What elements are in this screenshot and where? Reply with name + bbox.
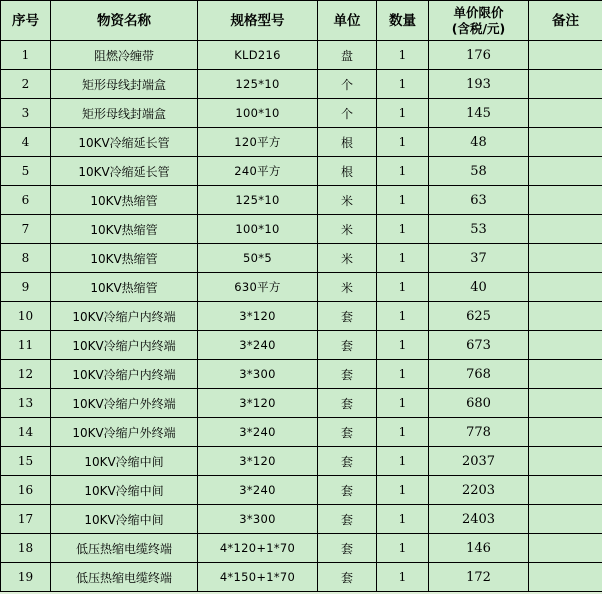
cell-seq: 17 bbox=[1, 505, 51, 534]
cell-price: 40 bbox=[429, 273, 529, 302]
cell-remark bbox=[529, 99, 602, 128]
table-row bbox=[1, 186, 602, 215]
cell-qty: 1 bbox=[377, 505, 429, 534]
cell-name: 10KV冷缩中间 bbox=[51, 447, 198, 476]
table-row bbox=[1, 534, 602, 563]
table-row bbox=[1, 273, 602, 302]
cell-price: 2403 bbox=[429, 505, 529, 534]
cell-spec: KLD216 bbox=[198, 41, 318, 70]
cell-unit: 米 bbox=[318, 244, 377, 273]
cell-price: 58 bbox=[429, 157, 529, 186]
cell-unit: 套 bbox=[318, 447, 377, 476]
cell-seq: 18 bbox=[1, 534, 51, 563]
cell-seq: 9 bbox=[1, 273, 51, 302]
cell-name: 10KV热缩管 bbox=[51, 186, 198, 215]
cell-remark bbox=[529, 302, 602, 331]
cell-unit: 套 bbox=[318, 476, 377, 505]
cell-qty: 1 bbox=[377, 534, 429, 563]
table-row bbox=[1, 360, 602, 389]
cell-unit: 米 bbox=[318, 215, 377, 244]
cell-qty: 1 bbox=[377, 331, 429, 360]
cell-price: 145 bbox=[429, 99, 529, 128]
cell-unit: 米 bbox=[318, 273, 377, 302]
cell-unit: 盘 bbox=[318, 41, 377, 70]
table-row bbox=[1, 128, 602, 157]
header-price-line2: (含税/元) bbox=[451, 20, 506, 36]
header-name: 物资名称 bbox=[51, 1, 198, 41]
cell-spec: 3*240 bbox=[198, 418, 318, 447]
table-row bbox=[1, 157, 602, 186]
cell-spec: 3*120 bbox=[198, 447, 318, 476]
cell-qty: 1 bbox=[377, 215, 429, 244]
cell-qty: 1 bbox=[377, 186, 429, 215]
cell-price: 48 bbox=[429, 128, 529, 157]
cell-seq: 2 bbox=[1, 70, 51, 99]
cell-remark bbox=[529, 447, 602, 476]
cell-remark bbox=[529, 70, 602, 99]
cell-unit: 根 bbox=[318, 128, 377, 157]
cell-seq: 7 bbox=[1, 215, 51, 244]
cell-remark bbox=[529, 128, 602, 157]
cell-seq: 13 bbox=[1, 389, 51, 418]
cell-unit: 套 bbox=[318, 563, 377, 592]
cell-remark bbox=[529, 360, 602, 389]
table-row bbox=[1, 418, 602, 447]
cell-price: 2203 bbox=[429, 476, 529, 505]
cell-name: 10KV冷缩中间 bbox=[51, 476, 198, 505]
cell-seq: 12 bbox=[1, 360, 51, 389]
cell-spec: 3*240 bbox=[198, 331, 318, 360]
cell-remark bbox=[529, 563, 602, 592]
cell-qty: 1 bbox=[377, 157, 429, 186]
cell-price: 37 bbox=[429, 244, 529, 273]
cell-name: 10KV热缩管 bbox=[51, 244, 198, 273]
table-body bbox=[1, 41, 602, 592]
cell-remark bbox=[529, 389, 602, 418]
cell-qty: 1 bbox=[377, 563, 429, 592]
cell-name: 10KV冷缩户内终端 bbox=[51, 331, 198, 360]
header-unit: 单位 bbox=[318, 1, 377, 41]
header-price-line1: 单价限价 bbox=[453, 4, 504, 20]
cell-qty: 1 bbox=[377, 476, 429, 505]
cell-name: 10KV冷缩中间 bbox=[51, 505, 198, 534]
cell-seq: 16 bbox=[1, 476, 51, 505]
cell-qty: 1 bbox=[377, 41, 429, 70]
table-row bbox=[1, 447, 602, 476]
cell-price: 680 bbox=[429, 389, 529, 418]
cell-spec: 50*5 bbox=[198, 244, 318, 273]
cell-name: 矩形母线封端盒 bbox=[51, 99, 198, 128]
cell-remark bbox=[529, 215, 602, 244]
cell-remark bbox=[529, 186, 602, 215]
cell-name: 10KV冷缩户内终端 bbox=[51, 360, 198, 389]
cell-seq: 3 bbox=[1, 99, 51, 128]
header-qty: 数量 bbox=[377, 1, 429, 41]
cell-name: 10KV冷缩户内终端 bbox=[51, 302, 198, 331]
table-row bbox=[1, 476, 602, 505]
cell-name: 10KV热缩管 bbox=[51, 273, 198, 302]
header-seq: 序号 bbox=[1, 1, 51, 41]
cell-price: 768 bbox=[429, 360, 529, 389]
cell-qty: 1 bbox=[377, 418, 429, 447]
cell-unit: 个 bbox=[318, 99, 377, 128]
cell-price: 673 bbox=[429, 331, 529, 360]
cell-spec: 3*240 bbox=[198, 476, 318, 505]
cell-remark bbox=[529, 418, 602, 447]
cell-name: 阻燃冷缠带 bbox=[51, 41, 198, 70]
cell-name: 矩形母线封端盒 bbox=[51, 70, 198, 99]
table-row bbox=[1, 389, 602, 418]
cell-name: 低压热缩电缆终端 bbox=[51, 563, 198, 592]
cell-seq: 10 bbox=[1, 302, 51, 331]
cell-unit: 套 bbox=[318, 360, 377, 389]
cell-unit: 套 bbox=[318, 389, 377, 418]
cell-seq: 15 bbox=[1, 447, 51, 476]
cell-price: 53 bbox=[429, 215, 529, 244]
header-price bbox=[429, 1, 529, 41]
table-row bbox=[1, 302, 602, 331]
cell-spec: 4*150+1*70 bbox=[198, 563, 318, 592]
cell-qty: 1 bbox=[377, 244, 429, 273]
cell-spec: 3*300 bbox=[198, 360, 318, 389]
cell-qty: 1 bbox=[377, 273, 429, 302]
cell-spec: 3*300 bbox=[198, 505, 318, 534]
cell-spec: 120平方 bbox=[198, 128, 318, 157]
cell-unit: 米 bbox=[318, 186, 377, 215]
cell-price: 63 bbox=[429, 186, 529, 215]
table-row bbox=[1, 70, 602, 99]
cell-unit: 套 bbox=[318, 418, 377, 447]
table-row bbox=[1, 41, 602, 70]
cell-price: 193 bbox=[429, 70, 529, 99]
cell-seq: 14 bbox=[1, 418, 51, 447]
cell-price: 625 bbox=[429, 302, 529, 331]
cell-seq: 5 bbox=[1, 157, 51, 186]
cell-seq: 8 bbox=[1, 244, 51, 273]
cell-remark bbox=[529, 41, 602, 70]
cell-remark bbox=[529, 331, 602, 360]
cell-spec: 4*120+1*70 bbox=[198, 534, 318, 563]
cell-price: 778 bbox=[429, 418, 529, 447]
cell-qty: 1 bbox=[377, 447, 429, 476]
cell-name: 10KV冷缩户外终端 bbox=[51, 418, 198, 447]
cell-price: 146 bbox=[429, 534, 529, 563]
header-remark: 备注 bbox=[529, 1, 602, 41]
cell-seq: 19 bbox=[1, 563, 51, 592]
cell-spec: 630平方 bbox=[198, 273, 318, 302]
cell-name: 10KV冷缩延长管 bbox=[51, 128, 198, 157]
cell-seq: 6 bbox=[1, 186, 51, 215]
cell-qty: 1 bbox=[377, 99, 429, 128]
cell-remark bbox=[529, 534, 602, 563]
cell-spec: 100*10 bbox=[198, 215, 318, 244]
cell-remark bbox=[529, 273, 602, 302]
cell-name: 10KV热缩管 bbox=[51, 215, 198, 244]
cell-spec: 3*120 bbox=[198, 389, 318, 418]
table-row bbox=[1, 563, 602, 592]
cell-spec: 125*10 bbox=[198, 70, 318, 99]
table-row bbox=[1, 215, 602, 244]
cell-price: 2037 bbox=[429, 447, 529, 476]
cell-price: 172 bbox=[429, 563, 529, 592]
cell-qty: 1 bbox=[377, 128, 429, 157]
cell-spec: 3*120 bbox=[198, 302, 318, 331]
cell-remark bbox=[529, 505, 602, 534]
cell-spec: 240平方 bbox=[198, 157, 318, 186]
cell-remark bbox=[529, 244, 602, 273]
cell-name: 10KV冷缩延长管 bbox=[51, 157, 198, 186]
table-row bbox=[1, 244, 602, 273]
cell-spec: 125*10 bbox=[198, 186, 318, 215]
cell-unit: 根 bbox=[318, 157, 377, 186]
header-spec: 规格型号 bbox=[198, 1, 318, 41]
cell-name: 10KV冷缩户外终端 bbox=[51, 389, 198, 418]
cell-spec: 100*10 bbox=[198, 99, 318, 128]
cell-unit: 个 bbox=[318, 70, 377, 99]
cell-unit: 套 bbox=[318, 331, 377, 360]
cell-remark bbox=[529, 157, 602, 186]
cell-name: 低压热缩电缆终端 bbox=[51, 534, 198, 563]
cell-qty: 1 bbox=[377, 360, 429, 389]
cell-unit: 套 bbox=[318, 302, 377, 331]
table-row bbox=[1, 99, 602, 128]
cell-qty: 1 bbox=[377, 70, 429, 99]
table-row bbox=[1, 505, 602, 534]
cell-unit: 套 bbox=[318, 534, 377, 563]
cell-seq: 1 bbox=[1, 41, 51, 70]
cell-unit: 套 bbox=[318, 505, 377, 534]
header-row bbox=[1, 1, 602, 41]
cell-qty: 1 bbox=[377, 389, 429, 418]
cell-seq: 4 bbox=[1, 128, 51, 157]
cell-price: 176 bbox=[429, 41, 529, 70]
cell-qty: 1 bbox=[377, 302, 429, 331]
cell-seq: 11 bbox=[1, 331, 51, 360]
cell-remark bbox=[529, 476, 602, 505]
table-row bbox=[1, 331, 602, 360]
